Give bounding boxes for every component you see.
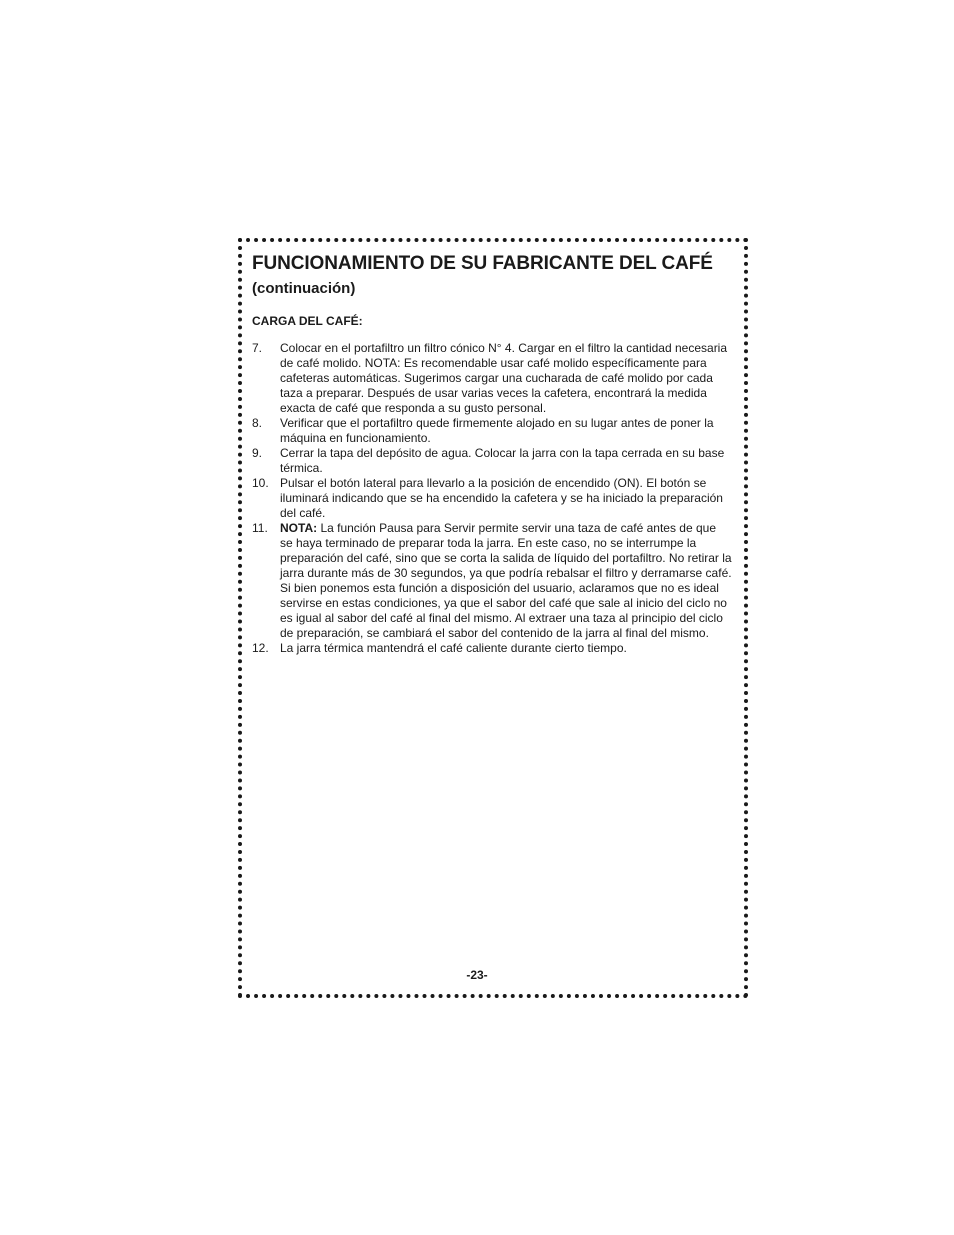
instruction-list [252,341,732,656]
step-text [280,521,732,640]
page-number: -23- [466,968,488,982]
page-title: FUNCIONAMIENTO DE SU FABRICANTE DEL CAFÉ [252,253,713,274]
step-text: La jarra térmica mantendrá el café caliente durante cierto tiempo. [280,641,627,655]
step-text: Cerrar la tapa del depósito de agua. Colocar la jarra con la tapa cerrada en su base térmica. [280,446,725,475]
step-number: 10. [252,476,269,490]
step-text: Pulsar el botón lateral para llevarlo a la posición de encendido (ON). El botón se iluminará indicando que se ha encendido la cafetera y se ha iniciado la preparación del café. [280,476,723,520]
instruction-step-7 [252,341,732,416]
instruction-step-9 [252,446,732,476]
page-subtitle: (continuación) [252,280,356,297]
instruction-step-12 [252,641,732,656]
step-number: 8. [252,416,263,430]
instruction-step-10 [252,476,732,521]
instruction-step-8 [252,416,732,446]
step-number: 7. [252,341,263,355]
step-number: 12. [252,641,269,655]
step-number: 9. [252,446,263,460]
note-label: NOTA: [280,521,318,535]
note-text: La función Pausa para Servir permite servir una taza de café antes de que se haya terminado de preparar toda la jarra. En este caso, no se interrumpe la preparación del café, sino que se corta la salida de líquido del portafiltro. No retirar la jarra durante más de 30 segundos, ya que podría rebalsar el filtro y derramarse café. Si bien ponemos esta función a disposición del usuario, aclaramos que no es ideal servirse en estas condiciones, ya que el sabor del café que sale al inicio del ciclo no es igual al sabor del café al final del mismo. Al extraer una taza al principio del ciclo de preparación, se cambiará el sabor del contenido de la jarra al final del mismo. [280,521,732,640]
step-text: Colocar en el portafiltro un filtro cónico N° 4. Cargar en el filtro la cantidad necesaria de café molido. NOTA: Es recomendable usar café molido específicamente para cafeteras automáticas. Sugerimos cargar una cucharada de café molido por cada taza a preparar. Después de usar varias veces la cafetera, encontrará la medida exacta de café que responda a su gusto personal. [280,341,728,415]
step-number: 11. [252,521,268,535]
page-content [252,252,732,656]
step-text: Verificar que el portafiltro quede firmemente alojado en su lugar antes de poner la máquina en funcionamiento. [280,416,714,445]
instruction-step-11 [252,521,732,641]
section-heading: CARGA DEL CAFÉ: [252,314,363,328]
